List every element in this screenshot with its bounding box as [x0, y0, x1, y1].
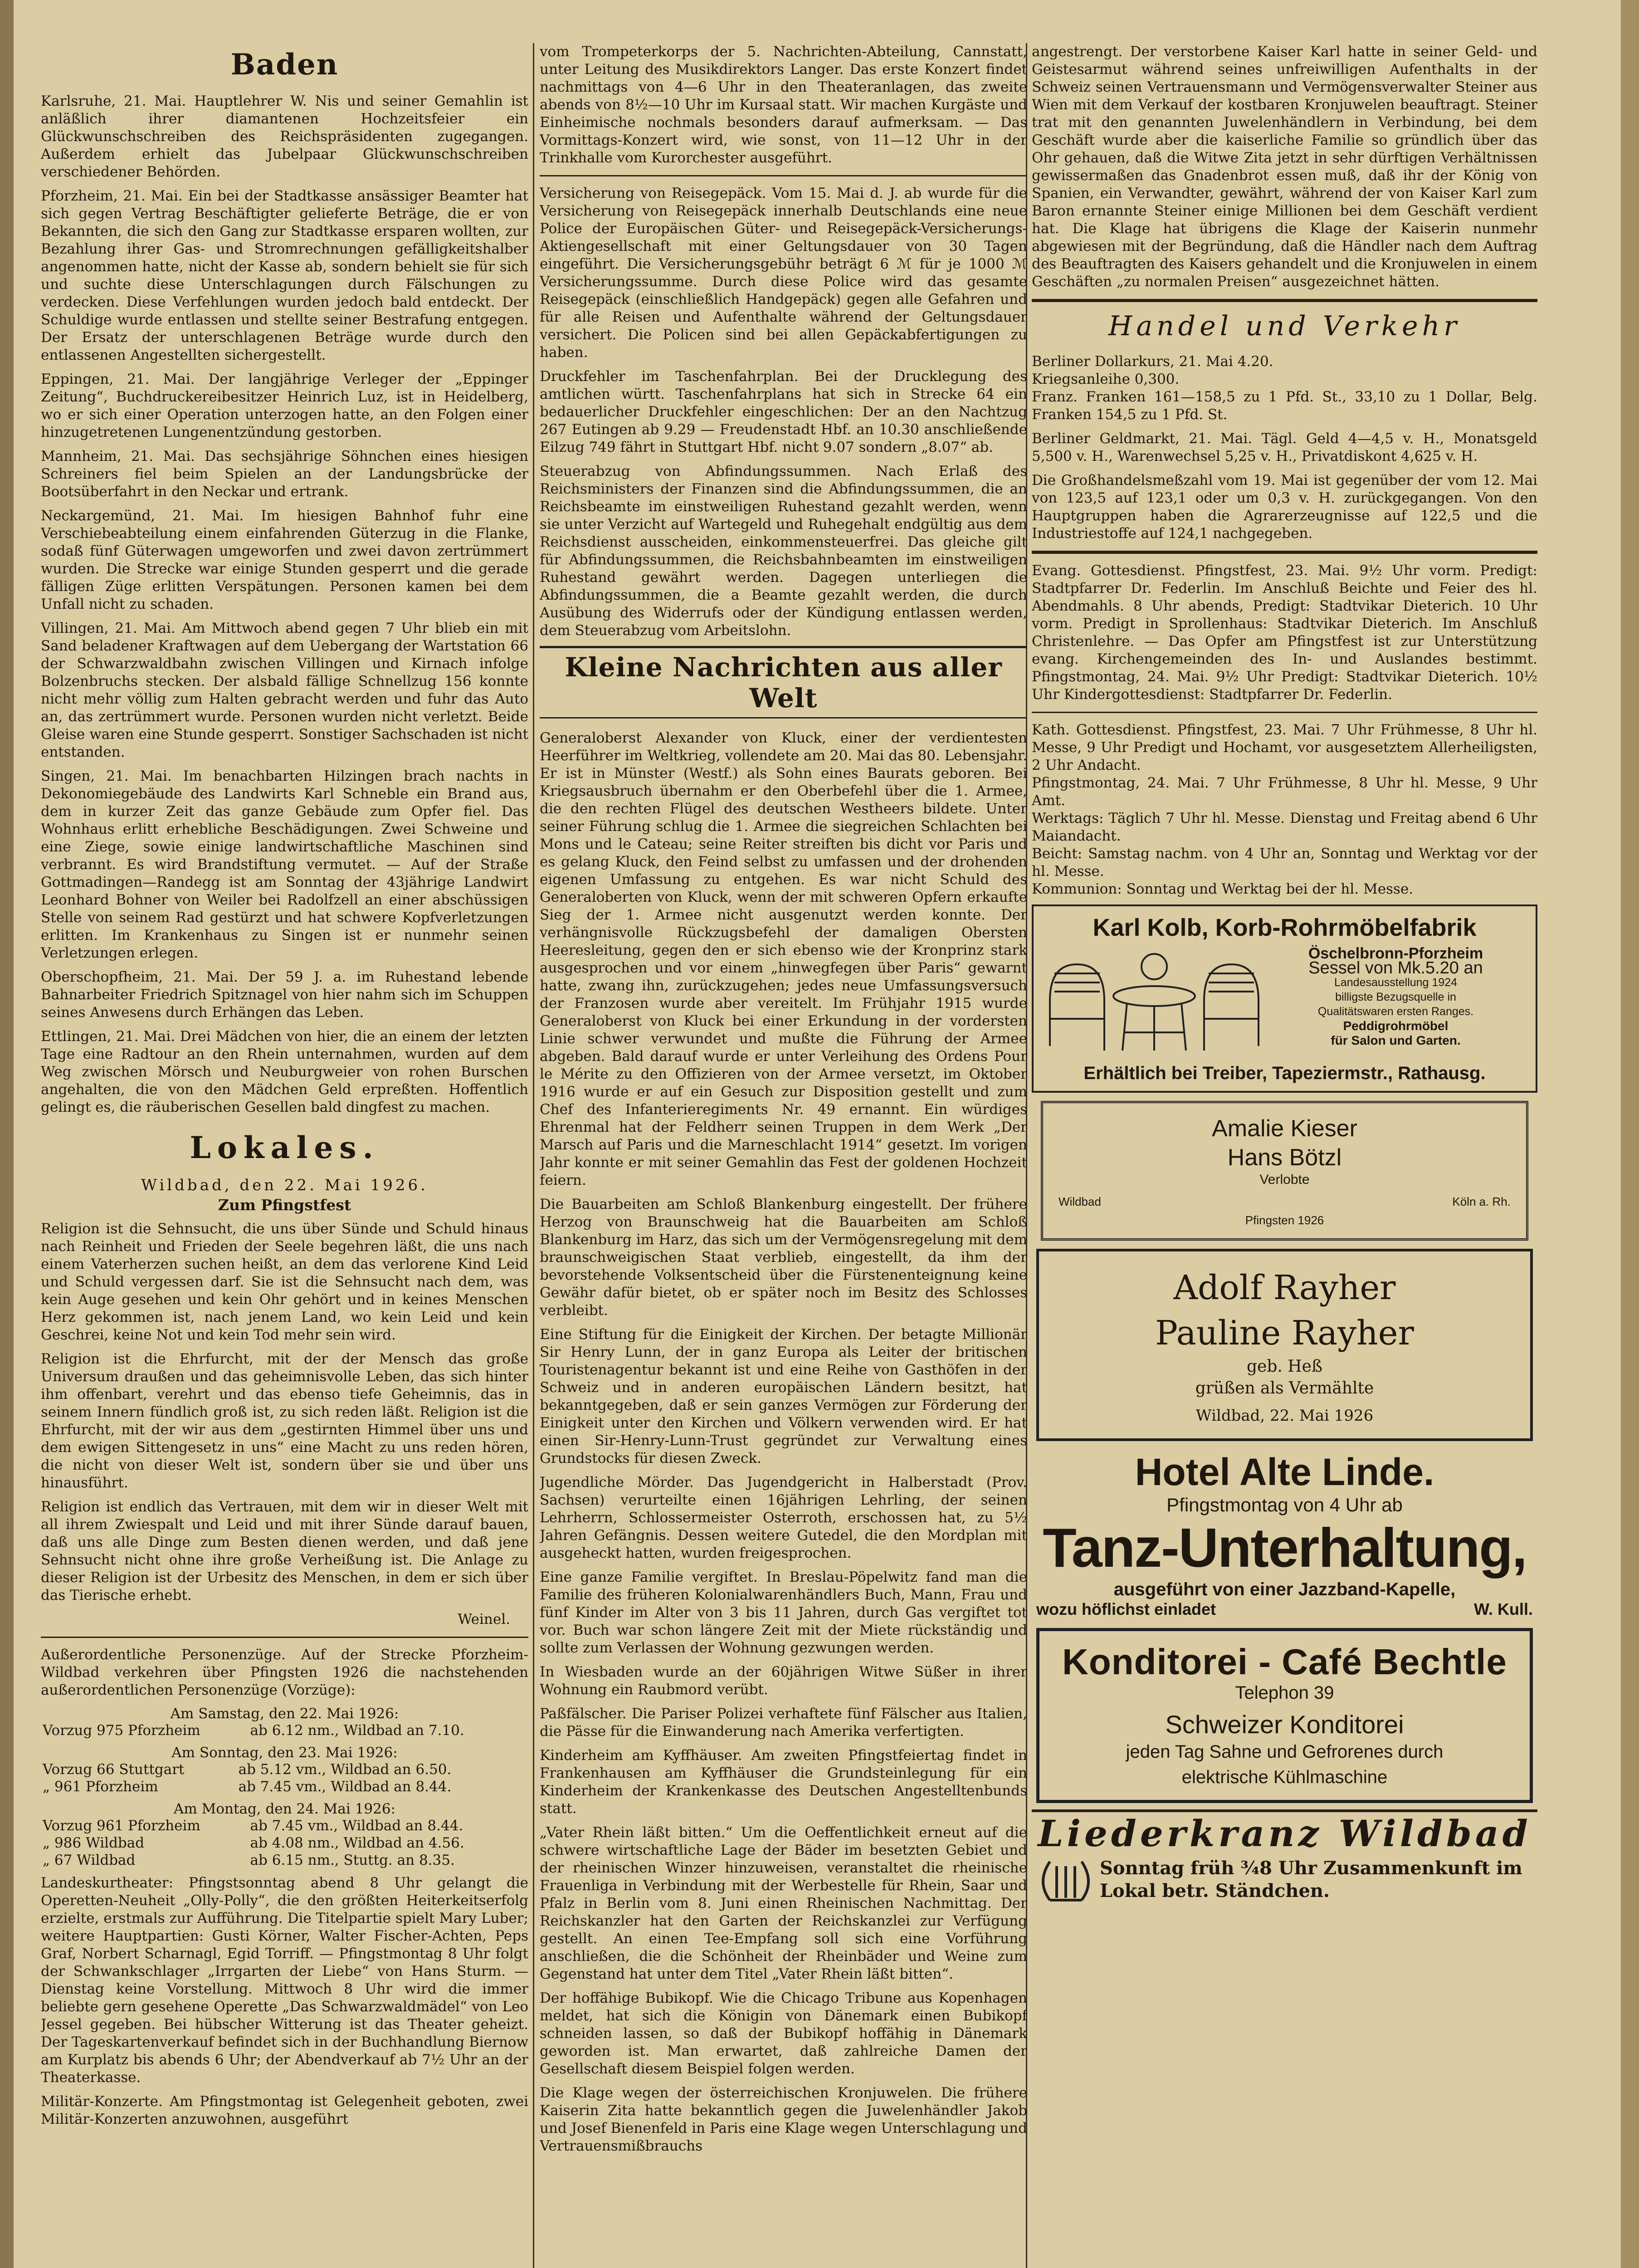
article: Kinderheim am Kyffhäuser. Am zweiten Pfingstfeiertag findet in Frankenhausen am Kyffhäuser die Grundsteinlegung für ein Kinderheim der Krankenkasse des Deutschen Angestelltenbunds statt.	[540, 1747, 1027, 1817]
article: Singen, 21. Mai. Im benachbarten Hilzingen brach nachts in Dekonomiegebäude des Landwirts Karl Schneble ein Brand aus, dem in kurzer Zeit das ganze Gebäude zum Opfer fiel. Das Wohnhaus erlitt erhebliche Beschädigungen. Zwei Schweine und eine Ziege, sowie einige landwirtschaftliche Maschinen sind verbrannt. Es wird Brandstiftung vermutet. — Auf der Straße Gottmadingen—Randegg ist am Sonntag der 43jährige Landwirt Leonhard Bohner von Weiler bei Radolfzell an einer abschüssigen Stelle von seinem Rad gestürzt und hat schwere Kopfverletzungen erlitten. Im Krankenhaus zu Singen ist er nunmehr seinen Verletzungen erlegen.	[41, 768, 528, 961]
ad-title: Karl Kolb, Korb-Rohrmöbelfabrik	[1093, 914, 1477, 941]
church-notice: Kommunion: Sonntag und Werktag bei der hl. Messe.	[1032, 881, 1414, 897]
column-3	[1032, 43, 1537, 2268]
article: In Wiesbaden wurde an der 60jährigen Witwe Süßer in ihrer Wohnung ein Raubmord verübt.	[540, 1664, 1027, 1698]
table-cell: Vorzug 975 Pforzheim	[43, 1722, 200, 1739]
ad-hotel-alte-linde	[1032, 1450, 1537, 1619]
ad-kolb	[1032, 904, 1537, 1093]
section-heading-kleine-nachrichten: Kleine Nachrichten aus aller Welt	[540, 646, 1027, 719]
train-schedule	[41, 1761, 528, 1795]
page-edge	[1621, 0, 1639, 2268]
place-right: Köln a. Rh.	[1452, 1195, 1511, 1208]
schedule-day: Am Samstag, den 22. Mai 1926:	[170, 1706, 399, 1722]
table-cell: ab 4.08 nm., Wildbad an 4.56.	[250, 1835, 464, 1851]
market-line: Franz. Franken 161—158,5 zu 1 Pfd. St., 33,10 zu 1 Dollar, Belg. Franken 154,5 zu 1 Pfd. St.	[1032, 389, 1537, 423]
ad-line: Qualitätswaren ersten Ranges.	[1317, 1005, 1474, 1018]
table-cell: „ 986 Wildbad	[43, 1835, 145, 1851]
article: Pforzheim, 21. Mai. Ein bei der Stadtkasse ansässiger Beamter hat sich gegen Vertrag Beschäftigter gelieferte Beträge, die er von Bekannten, die sich den Gang zur Stadtkasse ersparen wollten, zur Bezahlung ihrer Gas- und Stromrechnungen gefälligkeitshalber angenommen hatte, nicht der Kasse ab, sondern behielt sie für sich und suchte diese Unterschlagungen durch Fälschungen zu verdecken. Diese Verfehlungen wurden jedoch bald entdeckt. Der Schuldige wurde entlassen und stellte seiner Bestrafung entgegen. Der Ersatz der unterschlagenen Beträge wurde durch den entlassenen Angestellten sichergestellt.	[41, 188, 528, 363]
article: vom Trompeterkorps der 5. Nachrichten-Abteilung, Cannstatt, unter Leitung des Musikdirektors Langer. Das erste Konzert findet nachmittags von 4—6 Uhr in den Theateranlagen, das zweite abends von 8½—10 Uhr im Kursaal statt. Wir machen Kurgäste und Einheimische nochmals besonders darauf aufmerksam. — Das Vormittags-Konzert wird, wie sonst, von 11—12 Uhr in der Trinkhalle vom Kurorchester ausgeführt.	[540, 44, 1027, 166]
article: Die Bauarbeiten am Schloß Blankenburg eingestellt. Der frühere Herzog von Braunschweig hat die Bauarbeiten am Schloß Blankenburg im Harz, das sich um der Vermögensregelung mit dem braunschweigischen Staat verblieb, eingestellt, da ihm der bevorstehende Volksentscheid über die Fürstenenteignung keine Gewähr dafür bietet, ob er später noch im Besitz des Schlosses verbleibt.	[540, 1196, 1027, 1319]
church-notice: Pfingstmontag, 24. Mai. 7 Uhr Frühmesse, 8 Uhr hl. Messe, 9 Uhr Amt.	[1032, 775, 1537, 809]
signature: Weinel.	[458, 1611, 510, 1628]
date: Pfingsten 1926	[1245, 1213, 1324, 1227]
article: angestrengt. Der verstorbene Kaiser Karl hatte in seiner Geld- und Geistesarmut während seines unfreiwilligen Aufenthalts in der Schweiz seinen Vertrauensmann und Vermögensverwalter Steiner aus Wien mit dem Verkauf der kostbaren Kronjuwelen beauftragt. Steiner trat mit den genannten Juwelenhändlern in Verbindung, bei dem Geschäft wurde aber die kaiserliche Familie so gründlich über das Ohr gehauen, daß die Witwe Zita jetzt in sehr dürftigen Verhältnissen gewissermaßen das Gnadenbrot essen muß, daß ihr der König von Spanien, ein Verwandter, gewährt, während der von Kaiser Karl zum Baron ernannte Steiner einige Millionen bei dem Geschäft verdient hat. Die Klage hat übrigens die Klage der Kaiserin nunmehr abgewiesen mit der Begründung, daß die Händler nach dem Auftrag des Beauftragten des Kaisers gehandelt und die Kronjuwelen in einem Geschäften „zu normalen Preisen“ ausgezeichnet hätten.	[1032, 44, 1537, 290]
church-notice: Beicht: Samstag nachm. von 4 Uhr an, Sonntag und Werktag vor der hl. Messe.	[1032, 846, 1537, 880]
article: Militär-Konzerte. Am Pfingstmontag ist Gelegenheit geboten, zwei Militär-Konzerten anzuwohnen, ausgeführt	[41, 2093, 528, 2127]
ad-line: Landesausstellung 1924	[1334, 976, 1458, 989]
divider	[1032, 712, 1537, 713]
name: Amalie Kieser	[1212, 1115, 1357, 1142]
table-row	[41, 1761, 528, 1778]
ad-line: Peddigrohrmöbel	[1343, 1019, 1449, 1033]
column-1	[41, 43, 528, 2268]
article: Der hoffähige Bubikopf. Wie die Chicago Tribune aus Kopenhagen meldet, hat sich die Königin von Dänemark einen Bubikopf schneiden lassen, so daß der Bubikopf hoffähig in Dänemark geworden ist. Man erwartet, daß zahlreiche Damen der Gesellschaft diesem Beispiel folgen werden.	[540, 1990, 1027, 2077]
ad-line: billigste Bezugsquelle in	[1335, 991, 1456, 1003]
article: „Vater Rhein läßt bitten.“ Um die Oeffentlichkeit erneut auf die schwere wirtschaftliche Lage der Bäder im besetzten Gebiet und der rheinischen Winzer hinzuweisen, veranstaltet die rheinische Frauenliga in Verbindung mit der Werbestelle für Rhein, Saar und Pfalz in Berlin vom 8. Juni einen Rheinischen Nachmittag. Der Reichskanzler hat den Garten der Reichskanzlei zur Verfügung gestellt. An einen Tee-Empfang soll sich eine Vorführung anschließen, die die Schönheit der Rheinbäder und Weine zum Gegenstand hat unter dem Titel „Vater Rhein läßt bitten“.	[540, 1824, 1027, 1982]
ad-title: Konditorei - Café Bechtle	[1062, 1642, 1507, 1682]
name: Hans Bötzl	[1227, 1144, 1342, 1171]
maiden-name: geb. Heß	[1246, 1357, 1323, 1376]
table-cell: ab 6.15 nm., Stuttg. an 8.35.	[250, 1852, 455, 1868]
article: Generaloberst Alexander von Kluck, einer der verdientesten Heerführer im Weltkrieg, vollendete am 20. Mai das 80. Lebensjahr. Er ist in Münster (Westf.) als Sohn eines Baurats geboren. Bei Kriegsausbruch übernahm er den Oberbefehl über die 1. Armee, die den rechten Flügel des deutschen Westheers bildete. Unter seiner Führung schlug die 1. Armee die siegreichen Schlachten bei Mons und le Cateau; seine Reiter streiften bis dicht vor Paris und es gelang Kluck, den Feind selbst zu umfassen und der drohenden eigenen Umfassung zu entgehen. Es war nicht Schuld des Generaloberten von Kluck, wenn der mit schweren Opfern erkaufte Sieg der 1. Armee nicht ausgenutzt werden konnte. Der verhängnisvolle Rückzugsbefehl der damaligen Obersten Heeresleitung, gegen den er sich ebenso wie der Kronprinz stark ausgesprochen und vor einem „hinwegfegen über Paris“ gewarnt hatte, zwang ihn, zurückzugehen; jedes neue Umfassungsversuch der Franzosen wurde aber vereitelt. Im Frühjahr 1915 wurde Generaloberst von Kluck bei einer Erkundung in der vordersten Linie schwer verwundet und mußte die Führung der Armee abgeben. Bald darauf wurde er unter Verleihung des Ordens Pour le Mérite zu den Offizieren von der Armee versetzt, im Oktober 1916 wurde er auf ein Gesuch zur Disposition gestellt und zum Chef des Infanterieregiments Nr. 49 ernannt. Ein würdiges Ehrenmal hat der Feldherr seinen Truppen in dem Werk „Der Marsch auf Paris und die Marneschlacht 1914“ gesetzt. Im vorigen Jahr konnte er mit seiner Gemahlin das Fest der goldenen Hochzeit feiern.	[540, 730, 1027, 1188]
divider	[1032, 299, 1537, 302]
ad-price: Sessel von Mk.5.20 an	[1308, 958, 1483, 978]
article: Jugendliche Mörder. Das Jugendgericht in Halberstadt (Prov. Sachsen) verurteilte einen 16jährigen Lehrling, der seinen Lehrherrn, Schlossermeister Osterroth, erschossen hat, zu 5½ Jahren Gefängnis. Dessen weitere Gutedel, die den Mordplan mit ausgeheckt hatten, wurden freigesprochen.	[540, 1474, 1027, 1561]
ad-phone: Telephon 39	[1235, 1683, 1334, 1703]
ad-line: ausgeführt von einer Jazzband-Kapelle,	[1113, 1579, 1456, 1599]
divider	[1032, 551, 1537, 554]
divider	[41, 1637, 528, 1638]
article: Die Klage wegen der österreichischen Kronjuwelen. Die frühere Kaiserin Zita hatte bekanntlich gegen die Juwelenhändler Jakob und Josef Bienenfeld in Paris eine Klage wegen Unterschlagung und Vertrauensmißbrauchs	[540, 2085, 1027, 2154]
table-cell: Vorzug 961 Pforzheim	[43, 1818, 200, 1834]
church-notice: Evang. Gottesdienst. Pfingstfest, 23. Mai. 9½ Uhr vorm. Predigt: Stadtpfarrer Dr. Federlin. Im Anschluß Beichte und Feier des hl. Abendmahls. 8 Uhr abends, Predigt: Stadtvikar Dieterich. 10 Uhr vorm. Predigt in Sprollenhaus: Stadtvikar Dieterich. Im Anschluß Christenlehre. — Das Opfer am Pfingstfest ist zur Unterstützung evang. Kirchengemeinden des In- und Auslandes bestimmt. Pfingstmontag, 24. Mai. 9½ Uhr Predigt: Stadtvikar Dieterich. 10½ Uhr Kindergottesdienst: Stadtpfarrer Dr. Federlin.	[1032, 562, 1537, 703]
schedule-day: Am Sonntag, den 23. Mai 1926:	[171, 1745, 398, 1761]
article: Landeskurtheater: Pfingstsonntag abend 8 Uhr gelangt die Operetten-Neuheit „Olly-Polly“, die den größten Heiterkeitserfolg erzielte, erstmals zur Aufführung. Die Titelpartie spielt Mary Luber; weitere Hauptpartien: Gusti Körner, Walter Fischer-Achten, Peps Graf, Norbert Scharnagl, Egid Torriff. — Pfingstmontag 8 Uhr folgt der Schwankschlager „Irrgarten der Liebe“ von Hans Sturm. — Dienstag keine Vorstellung. Mittwoch 8 Uhr wird die immer beliebte gern gesehene Operette „Das Schwarzwaldmädel“ von Leo Jessel gegeben. Bei hübscher Witterung ist das Theater geheizt. Der Tageskartenverkauf befindet sich in der Buchhandlung Biernow am Kurplatz bis abends 6 Uhr; der Abendverkauf ab 7½ Uhr an der Theaterkasse.	[41, 1875, 528, 2086]
lyre-icon	[1032, 1855, 1100, 1905]
ad-line: elektrische Kühlmaschine	[1181, 1767, 1388, 1787]
ad-headline: Tanz-Unterhaltung,	[1043, 1517, 1527, 1579]
name: Adolf Rayher	[1173, 1268, 1396, 1307]
article: Außerordentliche Personenzüge. Auf der Strecke Pforzheim-Wildbad verkehren über Pfingsten 1926 die nachstehenden außerordentlichen Personenzüge (Vorzüge):	[41, 1647, 528, 1698]
table-row	[41, 1722, 528, 1739]
market-line: Berliner Dollarkurs, 21. Mai 4.20.	[1032, 353, 1273, 370]
ad-liederkranz	[1032, 1809, 1537, 1905]
table-cell: ab 5.12 vm., Wildbad an 6.50.	[238, 1761, 452, 1778]
ad-line: Pfingstmontag von 4 Uhr ab	[1166, 1494, 1403, 1515]
place-left: Wildbad	[1059, 1195, 1101, 1208]
ad-cafe-bechtle	[1036, 1628, 1533, 1803]
section-heading-handel: Handel und Verkehr	[1108, 310, 1461, 342]
ad-line: Sonntag früh ¾8 Uhr Zusammenkunft im Lokal betr. Ständchen.	[1100, 1857, 1522, 1901]
schedule-day: Am Montag, den 24. Mai 1926:	[174, 1801, 395, 1817]
wicker-furniture-illustration	[1041, 946, 1263, 1060]
train-schedule	[41, 1817, 528, 1869]
article: Ettlingen, 21. Mai. Drei Mädchen von hier, die an einem der letzten Tage eine Radtour an den Rhein unternahmen, wurden auf dem Weg zwischen Mörsch und Neuburgweier von rohen Burschen angehalten, die von den Mädchen Geld erpreßten. Hoffentlich gelingt es, die räuberischen Gesellen bald dingfest zu machen.	[41, 1028, 528, 1115]
market-line: Berliner Geldmarkt, 21. Mai. Tägl. Geld 4—4,5 v. H., Monatsgeld 5,500 v. H., Warenwechsel 5,25 v. H., Privatdiskont 4,625 v. H.	[1032, 430, 1537, 464]
table-cell: „ 67 Wildbad	[43, 1852, 136, 1868]
article: Religion ist endlich das Vertrauen, mit dem wir in dieser Welt mit all ihrem Zwiespalt und Leid und mit ihrer Sünde darauf bauen, daß uns alle Dinge zum Besten dienen werden, und daß jene Sehnsucht nicht ohne ihre große Verheißung ist. Die Anlage zu dieser Religion ist der Urbesitz des Menschen, in dem er sich über das Tierische erhebt.	[41, 1499, 528, 1603]
article: Oberschopfheim, 21. Mai. Der 59 J. a. im Ruhestand lebende Bahnarbeiter Friedrich Spitznagel von hier nahm sich im Schuppen seines Anwesens durch Erhängen das Leben.	[41, 969, 528, 1021]
divider	[540, 175, 1027, 176]
article: Religion ist die Ehrfurcht, mit der der Mensch das große Universum draußen und das geheimnisvolle Leben, das sich hinter ihm offenbart, verehrt und das ebenso tiefe Geheimnis, das in seinem Innern fündlich groß ist, zu sich reden läßt. Religion ist die Ehrfurcht, mit der wir aus dem „gestirnten Himmel über uns und dem ewigen Sittengesetz in uns“ eine Macht zu uns reden hören, die nicht von dieser Welt ist, sondern über sie und über uns hinausführt.	[41, 1351, 528, 1491]
ad-footer: Erhältlich bei Treiber, Tapeziermstr., Rathausg.	[1083, 1063, 1486, 1083]
label: Verlobte	[1259, 1172, 1310, 1187]
ad-title: Hotel Alte Linde.	[1135, 1451, 1434, 1493]
article: Eine ganze Familie vergiftet. In Breslau-Pöpelwitz fand man die Familie des früheren Kolonialwarenhändlers Buch, Mann, Frau und fünf Kinder im Alter von 3 bis 11 Jahren, durch Gas vergiftet tot vor. Buch war schon längere Zeit mit der Miete rückständig und sollte zum Verlassen der Wohnung gezwungen werden.	[540, 1569, 1027, 1656]
article: Neckargemünd, 21. Mai. Im hiesigen Bahnhof fuhr eine Verschiebeabteilung einem einfahrenden Güterzug in die Flanke, sodaß fünf Güterwagen umgeworfen und zwei davon zertrümmert wurden. Die Strecke war einige Stunden gesperrt und die gerade fälligen Züge erlitten Verspätungen. Personen kamen bei dem Unfall nicht zu schaden.	[41, 508, 528, 612]
article: Eine Stiftung für die Einigkeit der Kirchen. Der betagte Millionär Sir Henry Lunn, der in ganz Europa als Leiter der britischen Touristenagentur bekannt ist und eine Reihe von Gasthöfen in der Schweiz und in anderen europäischen Ländern besitzt, hat bekanntgegeben, daß er sein ganzes Vermögen zur Förderung der Einigkeit unter den Kirchen und Völkern verwenden wird. Er hat einen Sir-Henry-Lunn-Trust gegründet zur Verwaltung eines Grundstocks für diesen Zweck.	[540, 1326, 1027, 1466]
article: Religion ist die Sehnsucht, die uns über Sünde und Schuld hinaus nach Reinheit und Frieden der Seele begehren läßt, die uns nach einem Vaterherzen suchen heißt, an dem das verlorene Kind Leid und Schuld vergessen darf. Sie ist die Sehnsucht nach dem, was kein Auge gesehen und kein Ohr gehört und in keines Menschen Herz gekommen ist, nach jenem Land, wo kein Leid und kein Geschrei, keine Not und kein Tod mehr sein wird.	[41, 1221, 528, 1343]
ad-title: Liederkranz Wildbad	[1038, 1812, 1532, 1855]
table-row	[41, 1834, 528, 1852]
subheading: Zum Pfingstfest	[218, 1196, 351, 1214]
ad-line: wozu höflichst einladet	[1036, 1600, 1216, 1618]
table-row	[41, 1852, 528, 1869]
binding-edge	[0, 0, 14, 2268]
article: Mannheim, 21. Mai. Das sechsjährige Söhnchen eines hiesigen Schreiners fiel beim Spielen an der Landungsbrücke der Bootsüberfahrt in den Neckar und ertrank.	[41, 448, 528, 500]
wedding-announcement	[1036, 1249, 1533, 1441]
article: Villingen, 21. Mai. Am Mittwoch abend gegen 7 Uhr blieb ein mit Sand beladener Kraftwagen auf dem Uebergang der Wartstation 66 der Schwarzwaldbahn zwischen Villingen und Kirnach infolge Bolzenbruchs stecken. Der alsbald fällige Schnellzug 156 konnte nicht mehr völlig zum Halten gebracht werden und fuhr das Auto an, das zertrümmert wurde. Personen wurden nicht verletzt. Beide Gleise waren eine Stunde gesperrt. Sonstiger Sachschaden ist nicht entstanden.	[41, 620, 528, 760]
table-row	[41, 1817, 528, 1834]
church-notice: Werktags: Täglich 7 Uhr hl. Messe. Dienstag und Freitag abend 6 Uhr Maiandacht.	[1032, 810, 1537, 844]
section-heading-lokales: Lokales.	[190, 1130, 380, 1165]
article: Paßfälscher. Die Pariser Polizei verhaftete fünf Fälscher aus Italien, die Pässe für die Einwanderung nach Amerika verfertigten.	[540, 1706, 1027, 1740]
name: Pauline Rayher	[1155, 1314, 1414, 1353]
train-schedule	[41, 1722, 528, 1739]
article: Karlsruhe, 21. Mai. Hauptlehrer W. Nis und seiner Gemahlin ist anläßlich ihrer diamantenen Hochzeitsfeier ein Glückwunschschreiben des Reichspräsidenten zugegangen. Außerdem erhielt das Jubelpaar Glückwunschschreiben verschiedener Behörden.	[41, 93, 528, 180]
market-line: Kriegsanleihe 0,300.	[1032, 371, 1180, 387]
section-heading-baden: Baden	[230, 48, 339, 82]
dateline: Wildbad, den 22. Mai 1926.	[141, 1176, 428, 1194]
article: Druckfehler im Taschenfahrplan. Bei der Drucklegung des amtlichen württ. Taschenfahrplans hat sich in Strecke 64 ein bedauerlicher Druckfehler eingeschlichen: Der an den Nachtzug 267 Eutingen ab 9.29 — Freudenstadt Hbf. an 10.30 anschließende Eilzug 749 fährt in Stuttgart Hbf. nicht 9.07 sondern „8.07“ ab.	[540, 368, 1027, 455]
table-cell: ab 6.12 nm., Wildbad an 7.10.	[250, 1722, 464, 1739]
article: Eppingen, 21. Mai. Der langjährige Verleger der „Eppinger Zeitung“, Buchdruckereibesitzer Heinrich Luz, ist in Heidelberg, wo er sich einer Operation unterzogen hatte, an den Folgen einer hinzugetretenen Lungenentzündung gestorben.	[41, 371, 528, 440]
date: Wildbad, 22. Mai 1926	[1195, 1407, 1374, 1425]
ad-line: jeden Tag Sahne und Gefrorenes durch	[1126, 1742, 1444, 1762]
church-notice: Kath. Gottesdienst. Pfingstfest, 23. Mai. 7 Uhr Frühmesse, 8 Uhr hl. Messe, 9 Uhr Predigt und Hochamt, vor ausgesetztem Allerheiligsten, 2 Uhr Andacht.	[1032, 722, 1537, 773]
table-row	[41, 1778, 528, 1795]
column-rule	[533, 43, 534, 2268]
column-2	[540, 43, 1027, 2268]
article: Versicherung von Reisegepäck. Vom 15. Mai d. J. ab wurde für die Versicherung von Reisegepäck innerhalb Deutschlands eine neue Police der Europäischen Güter- und Reisegepäck-Versicherungs-Aktiengesellschaft mit einer Geltungsdauer von 30 Tagen eingeführt. Die Versicherungsgebühr beträgt 6 ℳ für je 1000 ℳ Versicherungssumme. Durch diese Police wird das gesamte Reisegepäck (einschließlich Handgepäck) gegen alle Gefahren und für alle Reisen und Aufenthalte während der Geltungsdauer versichert. Die Policen sind bei allen Gepäckabfertigungen zu haben.	[540, 185, 1027, 361]
ad-headline: Schweizer Konditorei	[1165, 1710, 1404, 1739]
table-cell: „ 961 Pforzheim	[43, 1779, 158, 1795]
market-line: Die Großhandelsmeßzahl vom 19. Mai ist gegenüber der vom 12. Mai von 123,5 auf 123,1 oder um 0,3 v. H. zurückgegangen. Von den Hauptgruppen haben die Agrarerzeugnisse auf 122,5 und die Industriestoffe auf 124,1 nachgegeben.	[1032, 472, 1537, 542]
table-cell: Vorzug 66 Stuttgart	[43, 1761, 185, 1778]
article: Steuerabzug von Abfindungssummen. Nach Erlaß des Reichsministers der Finanzen sind die Abfindungssummen, die an Reichsbeamte im einstweiligen Ruhestand gezahlt werden, wenn sie unter Verzicht auf Wartegeld und Ruhegehalt endgültig aus dem Reichsdienst ausscheiden, einkommensteuerfrei. Das gleiche gilt für Abfindungssummen, die Reichsbahnbeamten im einstweiligen Ruhestand gewährt werden. Dagegen unterliegen die Abfindungssummen, die a Beamte gezahlt werden, die durch Ausübung des Widerrufs oder der Kündigung entlassen werden, dem Steuerabzug vom Arbeitslohn.	[540, 463, 1027, 639]
ad-signature: W. Kull.	[1474, 1600, 1533, 1618]
label: grüßen als Vermählte	[1195, 1379, 1374, 1398]
engagement-announcement	[1041, 1101, 1528, 1241]
table-cell: ab 7.45 vm., Wildbad an 8.44.	[250, 1818, 463, 1834]
ad-place: Öschelbronn-Pforzheim	[1308, 945, 1483, 962]
table-cell: ab 7.45 vm., Wildbad an 8.44.	[238, 1779, 452, 1795]
ad-line: für Salon und Garten.	[1331, 1033, 1461, 1047]
